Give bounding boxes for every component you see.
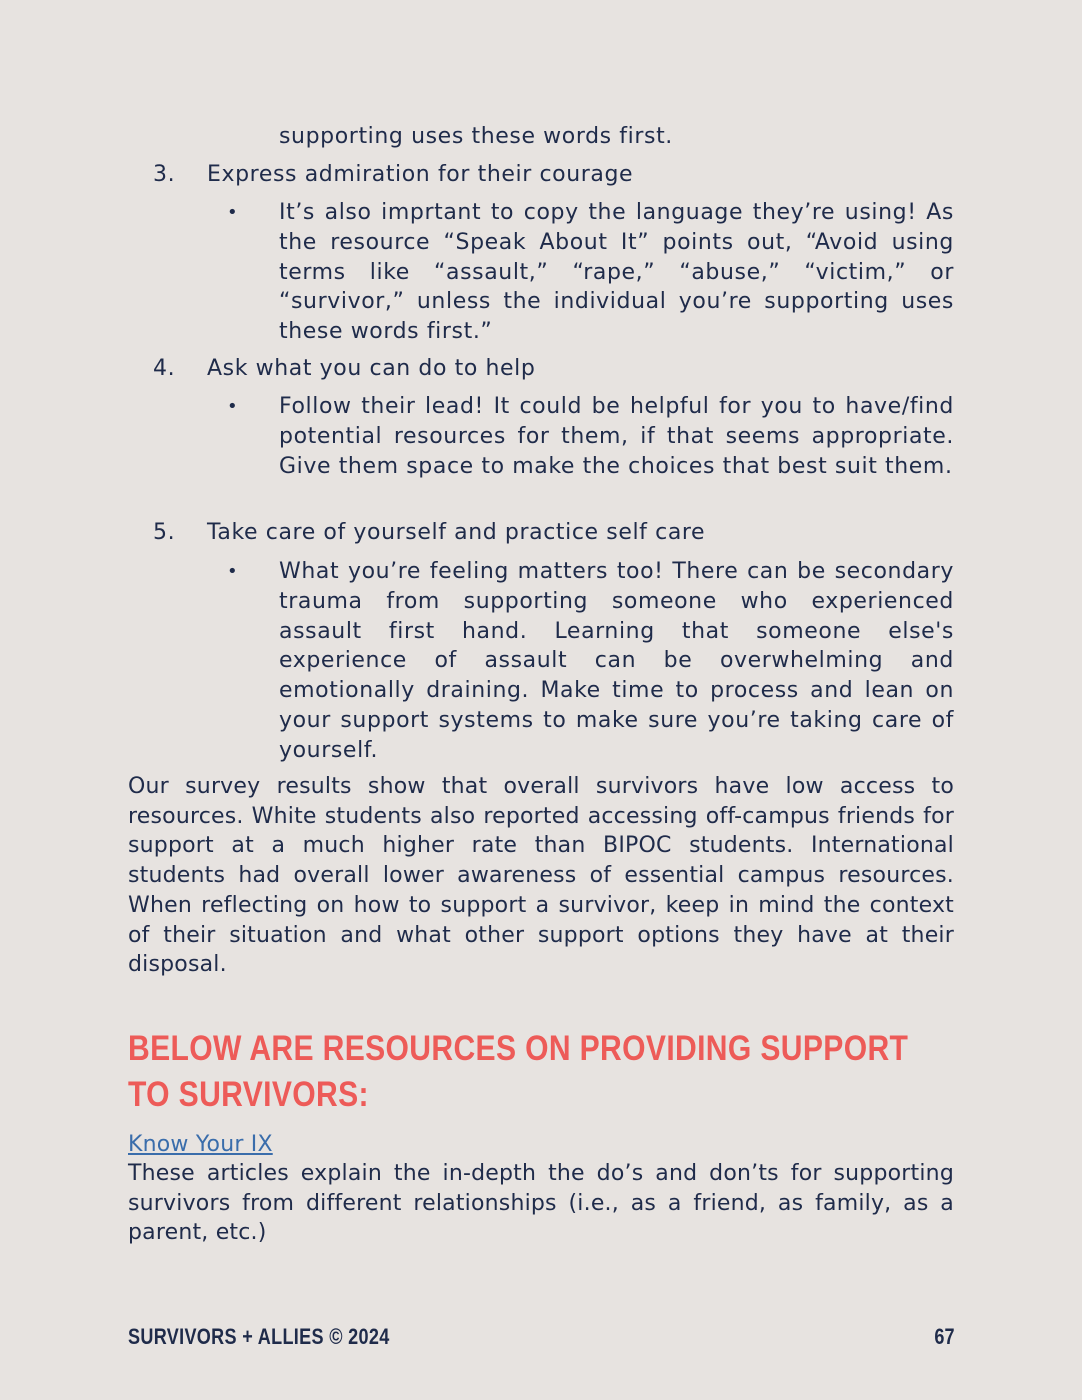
- bullet-text: It’s also imprtant to copy the language they’re using! As the resource “Speak About It” points out, “Avoid using terms like “assault,” “rape,” “abuse,” “victim,” or “survivor,” unless the individual you’re supporting uses these words first.”: [279, 200, 954, 345]
- continued-line: supporting uses these words first.: [279, 124, 673, 149]
- bullet-glyph: •: [227, 202, 239, 223]
- survey-paragraph: Our survey results show that overall survivors have low access to resources. White students also reported accessing off-campus friends for support at a much higher rate than BIPOC students. International students had overall lower awareness of essential campus resources. When reflecting on how to support a survivor, keep in mind the context of their situation and what other support options they have at their disposal.: [128, 774, 954, 978]
- step-number: 4.: [153, 356, 176, 381]
- resource-description: These articles explain the in-depth the do’s and don’ts for supporting survivors from different relationships (i.e., as a friend, as family, as a parent, etc.): [128, 1161, 954, 1246]
- bullet-item-step-4: [227, 392, 954, 512]
- step-title: Ask what you can do to help: [207, 356, 536, 381]
- bullet-text: Follow their lead! It could be helpful for you to have/find potential resources for them, if that seems appropriate. Give them space to make the choices that best suit them.: [279, 394, 954, 479]
- footer-copyright: SURVIVORS + ALLIES © 2024: [128, 1324, 390, 1349]
- list-item-step-3: [153, 160, 953, 190]
- resources-heading: BELOW ARE RESOURCES ON PROVIDING SUPPORT TO SURVIVORS:: [128, 1029, 909, 1114]
- step-number: 3.: [153, 162, 176, 187]
- step-title: Express admiration for their courage: [207, 162, 634, 187]
- bullet-text: What you’re feeling matters too! There can be secondary trauma from supporting someone who experienced assault first hand. Learning that someone else's experience of assault can be overwhelming and emotionally draining. Make time to process and lean on your support systems to make sure you’re taking care of yourself.: [279, 559, 954, 763]
- page-number: 67: [933, 1324, 954, 1349]
- list-item-step-5: [153, 518, 953, 548]
- list-item-step-4: [153, 354, 953, 384]
- bullet-item-step-3: [227, 198, 954, 348]
- know-your-ix-link[interactable]: Know Your IX: [128, 1132, 273, 1157]
- bullet-item-step-5: [227, 557, 954, 767]
- step-title: Take care of yourself and practice self care: [207, 520, 706, 545]
- bullet-glyph: •: [227, 396, 239, 417]
- step-number: 5.: [153, 520, 176, 545]
- bullet-glyph: •: [227, 561, 239, 582]
